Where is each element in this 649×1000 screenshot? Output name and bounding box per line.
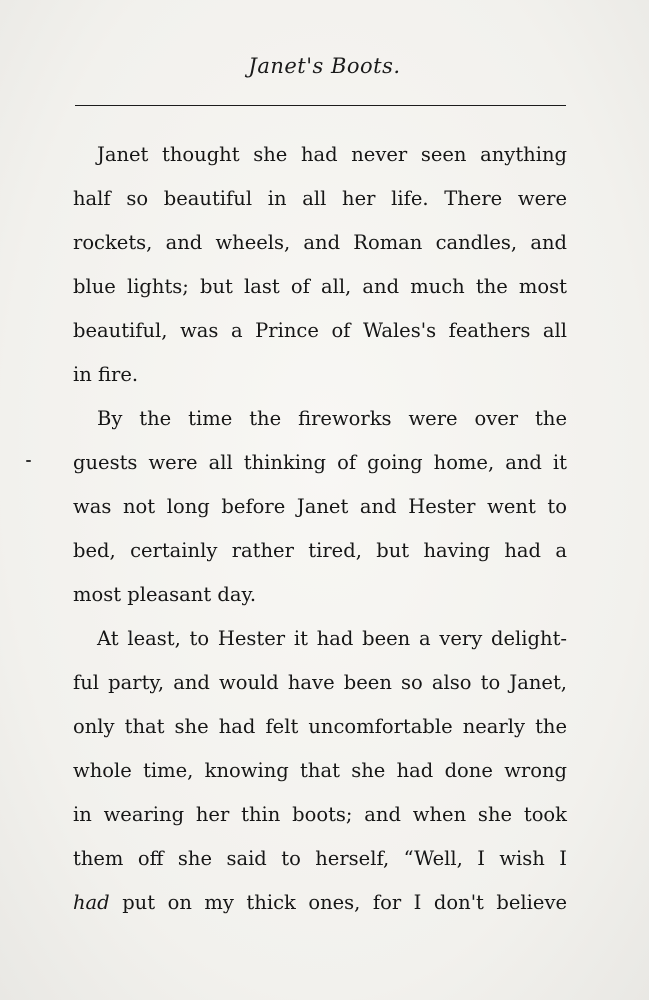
- text-line: bed, certainly rather tired, but having had a: [73, 539, 567, 562]
- text-line-final: [73, 888, 567, 918]
- text-line: whole time, knowing that she had done wrong: [73, 759, 567, 782]
- text-line: them off she said to herself, “Well, I wish I: [73, 847, 567, 870]
- text-line: guests were all thinking of going home, and it: [73, 451, 567, 474]
- text-line: ful party, and would have been so also to Janet,: [73, 671, 567, 694]
- text-line: beautiful, was a Prince of Wales's feathers all: [73, 319, 567, 342]
- text-line: By the time the fireworks were over the: [97, 407, 567, 430]
- text-line: rockets, and wheels, and Roman candles, and: [73, 231, 567, 254]
- text-line: most pleasant day.: [73, 583, 257, 606]
- running-head: Janet's Boots.: [248, 54, 401, 78]
- text-line: half so beautiful in all her life. There were: [73, 187, 567, 210]
- text-line: in fire.: [73, 363, 139, 386]
- text-line: only that she had felt uncomfortable nearly the: [73, 715, 567, 738]
- final-line-text: put on my thick ones, for I don't believe: [109, 891, 567, 914]
- emphasized-word: had: [73, 891, 110, 914]
- text-line: blue lights; but last of all, and much the most: [73, 275, 567, 298]
- header-rule: [75, 105, 566, 106]
- text-line: At least, to Hester it had been a very delight-: [97, 627, 567, 650]
- text-line: was not long before Janet and Hester went to: [73, 495, 567, 518]
- text-line: Janet thought she had never seen anything: [97, 143, 567, 166]
- text-line: in wearing her thin boots; and when she took: [73, 803, 567, 826]
- margin-speck: [26, 460, 31, 462]
